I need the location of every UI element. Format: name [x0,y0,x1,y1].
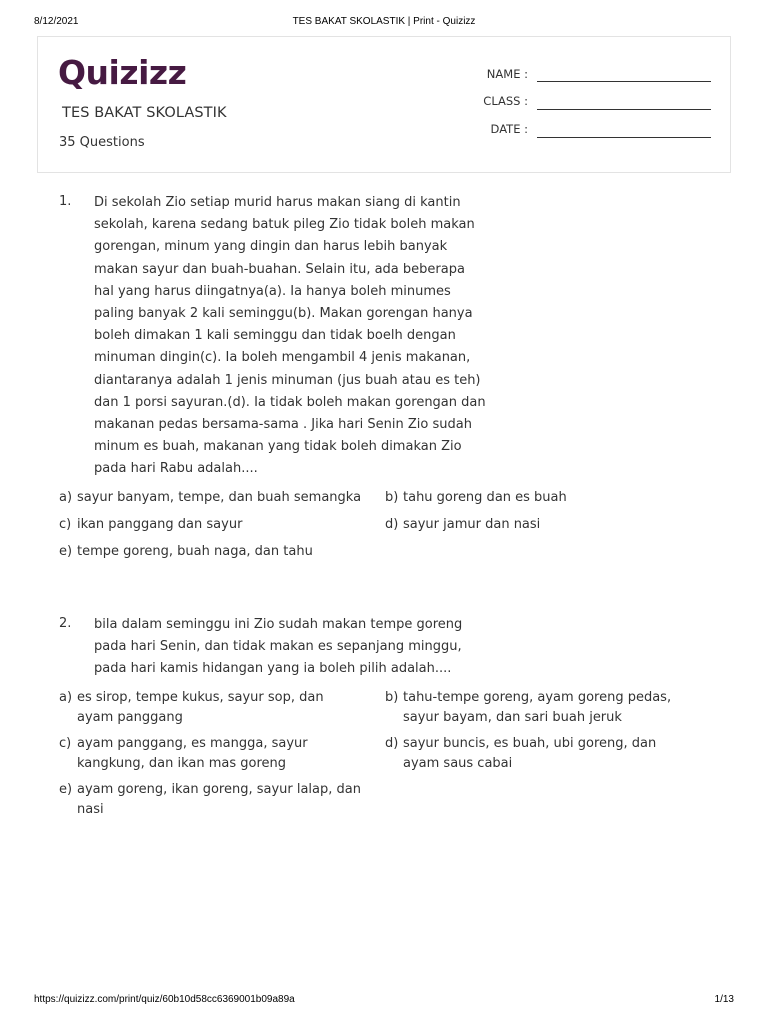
question-line: boleh dimakan 1 kali seminggu dan tidak boelh dengan [94,328,456,344]
option-text: es sirop, tempe kukus, sayur sop, dan [77,690,324,705]
class-field-line [537,109,711,110]
question-line: pada hari Senin, dan tidak makan es sepanjang minggu, [94,639,462,655]
option-text: sayur jamur dan nasi [403,517,541,532]
question-line: bila dalam seminggu ini Zio sudah makan tempe goreng [94,617,463,632]
option-text: ayam goreng, ikan goreng, sayur lalap, dan [77,782,361,797]
answer-option-a: a) sayur banyam, tempe, dan buah semangka [59,490,362,505]
question-line: hal yang harus diingatnya(a). Ia hanya boleh minumes [94,283,451,299]
answer-option-c: c) ayam panggang, es mangga, sayur kangkung, dan ikan mas goreng [59,734,308,774]
question-line: dan 1 porsi sayuran.(d). Ia tidak boleh makan gorengan dan [94,394,486,410]
question-line: Di sekolah Zio setiap murid harus makan siang di kantin [94,195,461,210]
option-text: kangkung, dan ikan mas goreng [77,756,287,771]
option-text: tempe goreng, buah naga, dan tahu [77,544,313,559]
date-field-label: DATE : [490,122,528,136]
question-text [94,614,462,681]
answer-option-e: e) tempe goreng, buah naga, dan tahu [59,544,313,559]
quiz-header-card [37,36,731,173]
print-url: https://quizizz.com/print/quiz/60b10d58cc6369001b09a89a [34,994,295,1005]
question-line: pada hari kamis hidangan yang ia boleh pilih adalah.... [94,661,452,677]
option-text: sayur bayam, dan sari buah jeruk [403,710,622,725]
question-count: 35 Questions [59,135,145,150]
question-number: 1. [59,194,72,209]
option-text: sayur banyam, tempe, dan buah semangka [77,490,362,505]
option-text: tahu goreng dan es buah [403,490,567,505]
question-line: minuman dingin(c). Ia boleh mengambil 4 jenis makanan, [94,350,471,366]
question-line: gorengan, minum yang dingin dan harus lebih banyak [94,239,448,255]
question-number: 2. [59,616,72,631]
question-line: makanan pedas bersama-sama . Jika hari Senin Zio sudah [94,417,472,433]
option-text: sayur buncis, es buah, ubi goreng, dan [403,736,657,751]
print-title: TES BAKAT SKOLASTIK | Print - Quizizz [292,16,476,27]
quiz-title: TES BAKAT SKOLASTIK [62,105,227,121]
class-field-label: CLASS : [483,94,528,108]
answer-option-d: d) sayur buncis, es buah, ubi goreng, dan ayam saus cabai [385,734,656,774]
name-field-line [537,81,711,82]
answer-option-b: b) tahu-tempe goreng, ayam goreng pedas, sayur bayam, dan sari buah jeruk [385,688,671,728]
answer-option-c: c) ikan panggang dan sayur [59,517,243,532]
question-line: sekolah, karena sedang batuk pileg Zio tidak boleh makan [94,217,475,233]
name-field-label: NAME : [486,67,528,81]
logo-wordmark: Quizizz [58,53,187,92]
question-line: paling banyak 2 kali seminggu(b). Makan gorengan hanya [94,306,473,322]
print-date: 8/12/2021 [34,16,79,27]
question-line: pada hari Rabu adalah.... [94,461,258,477]
answer-option-b: b) tahu goreng dan es buah [385,490,567,505]
option-text: ayam saus cabai [403,756,513,771]
question-line: makan sayur dan buah-buahan. Selain itu, ada beberapa [94,261,465,277]
question-line: minum es buah, makanan yang tidak boleh dimakan Zio [94,439,462,455]
quizizz-logo [58,53,198,93]
option-text: ayam panggang [77,710,183,725]
answer-option-d: d) sayur jamur dan nasi [385,517,541,532]
page-number: 1/13 [714,994,734,1005]
option-text: tahu-tempe goreng, ayam goreng pedas, [403,690,672,705]
answer-option-e: e) ayam goreng, ikan goreng, sayur lalap, dan nasi [59,780,361,820]
date-field-line [537,137,711,138]
option-text: ayam panggang, es mangga, sayur [77,736,308,751]
answer-option-a: a) es sirop, tempe kukus, sayur sop, dan ayam panggang [59,688,324,728]
question-line: diantaranya adalah 1 jenis minuman (jus buah atau es teh) [94,372,481,388]
option-text: ikan panggang dan sayur [77,517,243,532]
option-text: nasi [77,802,104,817]
question-text [94,192,486,481]
